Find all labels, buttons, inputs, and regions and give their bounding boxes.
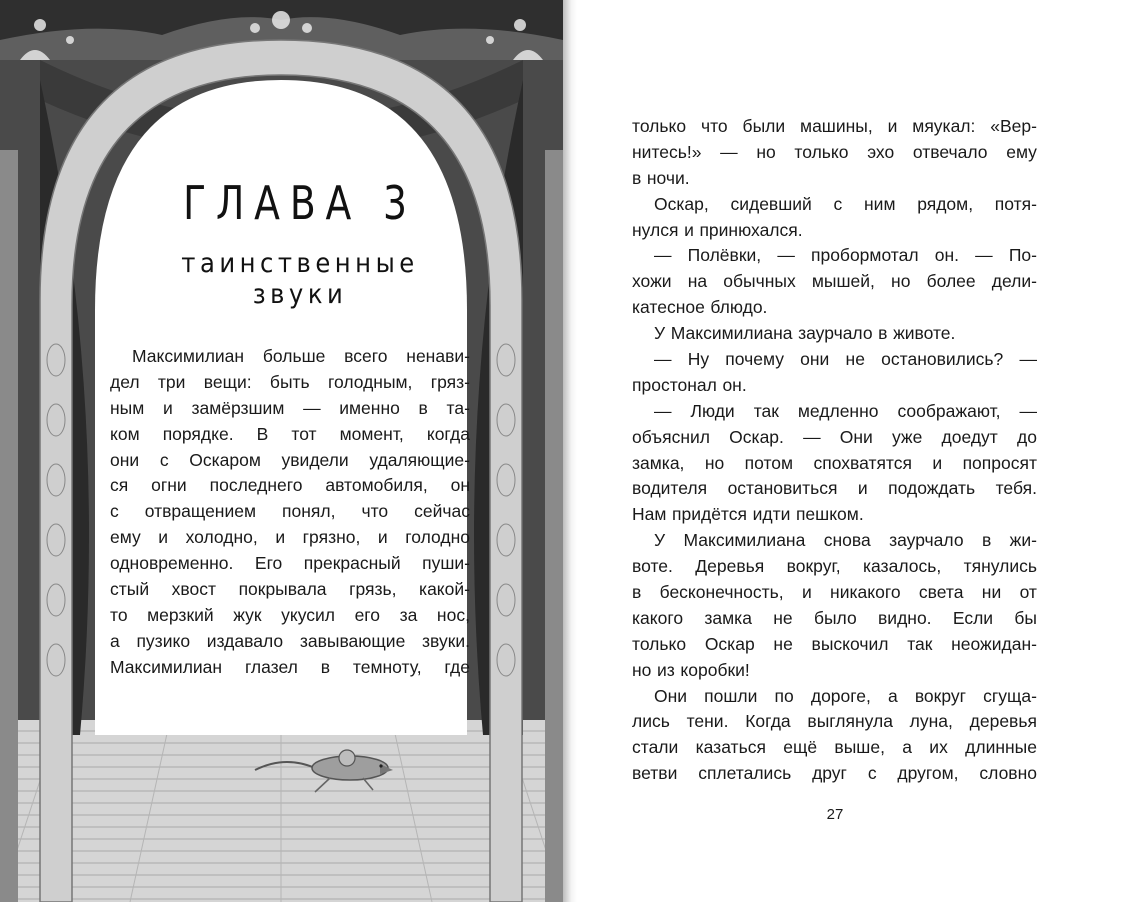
word: Оскар, [654, 193, 709, 214]
text-line [632, 580, 1037, 606]
word: дороге, [810, 685, 871, 706]
word: хожи [632, 271, 672, 292]
word: в [632, 167, 642, 188]
word: эхо [867, 141, 895, 162]
word: сгуща- [983, 685, 1037, 706]
page-number: 27 [826, 806, 844, 823]
word: — [654, 245, 672, 266]
word: дел [110, 371, 140, 392]
word: и [801, 582, 812, 603]
word: бы [1014, 607, 1037, 628]
word: голодно [405, 527, 470, 548]
word: укусил [281, 604, 335, 625]
word: холодно, [185, 527, 258, 548]
word: идти [752, 504, 791, 525]
text-line [632, 140, 1037, 166]
word: отвращением [144, 501, 257, 522]
word: отвечало [912, 141, 988, 162]
word: — [654, 349, 672, 370]
word: одновременно. [110, 553, 234, 574]
word: — [303, 397, 321, 418]
word: быть [269, 371, 310, 392]
word: в [981, 530, 992, 551]
word: Максимилиан [132, 346, 245, 366]
word: всего [344, 346, 388, 366]
word: простонал [632, 374, 717, 395]
word: с [159, 449, 169, 470]
word: мерзкий [147, 604, 214, 625]
word: попросят [962, 452, 1037, 473]
word: пошли [704, 685, 758, 706]
word: остановились? [881, 349, 1004, 370]
word: катесное [632, 297, 705, 318]
word: У [654, 530, 666, 551]
word: и [887, 116, 898, 136]
text-line [632, 373, 1037, 399]
word: и [857, 478, 868, 499]
word: лись [632, 711, 670, 732]
word: только [632, 116, 687, 136]
word: нос, [436, 604, 470, 625]
word: вещи: [203, 371, 252, 392]
text-line [632, 528, 1037, 554]
word: издавало [206, 630, 284, 651]
word: стый [110, 579, 150, 600]
word: тебя. [995, 478, 1037, 499]
word: вокруг, [786, 556, 841, 577]
word: Если [952, 607, 994, 628]
word: — [1019, 349, 1037, 370]
text-line [632, 243, 1037, 269]
word: нитесь!» [632, 141, 702, 162]
text-line [632, 761, 1037, 787]
word: глазел [244, 656, 298, 677]
text-line [632, 606, 1037, 632]
word: другом, [897, 763, 959, 784]
text-line [632, 476, 1037, 502]
word: и [684, 219, 694, 240]
word: больше [262, 346, 326, 366]
word: гряз- [430, 371, 470, 392]
word: ненави- [406, 346, 470, 366]
word: Когда [745, 711, 791, 732]
word: но [756, 141, 776, 162]
word: но [704, 452, 725, 473]
word: медленно [797, 400, 879, 421]
word: ему [1006, 141, 1037, 162]
word: Максимилиана [670, 323, 793, 344]
word: завывающие [299, 630, 406, 651]
word: не [773, 633, 793, 654]
word: не [845, 349, 865, 370]
word: с [833, 193, 843, 214]
word: Ну [687, 349, 710, 370]
word: что [361, 501, 389, 522]
word: В [256, 423, 269, 444]
word: стали [632, 737, 679, 758]
text-line [632, 114, 1037, 140]
word: сплетались [698, 763, 792, 784]
word: Оскар [704, 633, 755, 654]
word: огни [151, 475, 187, 496]
word: нулся [632, 219, 679, 240]
word: Оскаром [189, 449, 261, 470]
word: какого [632, 607, 684, 628]
word: водителя [632, 478, 708, 499]
text-line [632, 295, 1037, 321]
word: соображают, [897, 400, 1001, 421]
word: его [354, 604, 381, 625]
word: тени. [686, 711, 729, 732]
word: потом [744, 452, 794, 473]
word: словно [979, 763, 1037, 784]
text-line [110, 629, 470, 655]
word: а [887, 685, 898, 706]
word: и [158, 527, 169, 548]
word: он. [722, 374, 747, 395]
word: а [902, 737, 912, 758]
word: коробки! [680, 659, 750, 680]
word: — [654, 400, 672, 421]
word: замка, [632, 452, 685, 473]
word: выскочил [811, 633, 889, 654]
word: животе. [893, 323, 956, 344]
text-line [632, 502, 1037, 528]
text-line [110, 473, 470, 499]
word: света [918, 582, 964, 603]
word: в [418, 397, 428, 418]
word: неожидан- [951, 633, 1037, 654]
word: друг [812, 763, 847, 784]
word: были [742, 116, 786, 136]
word: Максимилиана [683, 530, 806, 551]
word: но [632, 659, 652, 680]
word: придётся [672, 504, 747, 525]
word: сейчас [414, 501, 470, 522]
word: ни [981, 582, 1002, 603]
word: только [794, 141, 849, 162]
text-line [110, 448, 470, 474]
word: по [774, 685, 794, 706]
word: подождать [888, 478, 976, 499]
word: ся [110, 475, 129, 496]
word: воте. [632, 556, 673, 577]
text-line [110, 499, 470, 525]
word: Полёвки, [687, 245, 762, 266]
word: та- [446, 397, 470, 418]
word: доедут [941, 426, 998, 447]
word: ком [110, 423, 140, 444]
word: уже [891, 426, 923, 447]
word: — [975, 245, 993, 266]
word: блюдо. [710, 297, 768, 318]
word: так [907, 633, 933, 654]
text-line [632, 347, 1037, 373]
word: длинные [965, 737, 1037, 758]
word: с [867, 763, 877, 784]
word: тот [291, 423, 317, 444]
word: жук [233, 604, 262, 625]
word: деревья [969, 711, 1037, 732]
word: так [753, 400, 779, 421]
word: пузико [136, 630, 191, 651]
word: дели- [991, 271, 1037, 292]
word: из [657, 659, 675, 680]
word: они [800, 349, 830, 370]
word: ночи. [646, 167, 690, 188]
left-body-text [110, 344, 470, 681]
chapter-title: ГЛАВА 3 [183, 176, 417, 230]
word: последнего [209, 475, 303, 496]
word: мяукал: [912, 116, 976, 136]
word: ещё [783, 737, 818, 758]
word: звуки. [422, 630, 470, 651]
word: за [399, 604, 418, 625]
text-line [632, 709, 1037, 735]
word: он. [934, 245, 959, 266]
text-line [632, 321, 1037, 347]
word: именно [339, 397, 400, 418]
word: заурчало [798, 323, 873, 344]
text-line [632, 658, 1037, 684]
word: пуши- [422, 553, 470, 574]
text-line [632, 192, 1037, 218]
word: выглянула [807, 711, 893, 732]
word: остановиться [727, 478, 838, 499]
word: где [444, 656, 470, 677]
word: вокруг [914, 685, 966, 706]
word: — [1019, 400, 1037, 421]
text-line [110, 370, 470, 396]
word: понял, [282, 501, 336, 522]
book-gutter [563, 0, 577, 902]
word: хвост [171, 579, 217, 600]
word: ним [864, 193, 896, 214]
word: пробормотал [810, 245, 919, 266]
right-body-text [632, 114, 1037, 787]
word: голодным, [327, 371, 413, 392]
word: заурчало [889, 530, 964, 551]
word: обычных [723, 271, 796, 292]
word: Люди [690, 400, 735, 421]
word: грязно, [302, 527, 361, 548]
chapter-subtitle: таинственные звуки [181, 248, 419, 310]
word: машины, [800, 116, 873, 136]
text-line [632, 735, 1037, 761]
word: от [1019, 582, 1037, 603]
text-line [110, 422, 470, 448]
word: пешком. [795, 504, 864, 525]
text-line [632, 554, 1037, 580]
word: луна, [909, 711, 953, 732]
word: было [813, 607, 857, 628]
word: когда [426, 423, 470, 444]
text-line [632, 166, 1037, 192]
word: Они [654, 685, 688, 706]
word: ему [110, 527, 141, 548]
word: только [632, 633, 687, 654]
word: ветви [632, 763, 678, 784]
word: более [926, 271, 976, 292]
word: то [110, 604, 128, 625]
text-line [110, 551, 470, 577]
word: до [1017, 426, 1037, 447]
word: и [377, 527, 388, 548]
word: Деревья [695, 556, 765, 577]
word: увидели [281, 449, 349, 470]
word: темноту, [352, 656, 422, 677]
word: в [320, 656, 331, 677]
word: в [632, 582, 642, 603]
word: объяснил [632, 426, 710, 447]
word: тянулись [963, 556, 1037, 577]
word: их [929, 737, 948, 758]
word: жи- [1009, 530, 1037, 551]
word: казалось, [862, 556, 942, 577]
word: автомобиля, [325, 475, 428, 496]
word: потя- [994, 193, 1037, 214]
word: и [932, 452, 943, 473]
word: не [773, 607, 793, 628]
word: — [777, 245, 795, 266]
word: У [654, 323, 666, 344]
word: Максимилиан [110, 656, 223, 677]
word: момент, [339, 423, 404, 444]
text-line [632, 269, 1037, 295]
word: рядом, [917, 193, 974, 214]
word: По- [1008, 245, 1037, 266]
text-line [632, 684, 1037, 710]
word: Оскар. [729, 426, 784, 447]
word: какой- [419, 579, 470, 600]
word: казаться [695, 737, 766, 758]
word: они [110, 449, 140, 470]
word: снова [823, 530, 871, 551]
word: он [450, 475, 470, 496]
text-line [110, 396, 470, 422]
text-line [632, 218, 1037, 244]
word: спохватятся [813, 452, 912, 473]
word: прекрасный [303, 553, 401, 574]
word: — [720, 141, 738, 162]
text-line [110, 577, 470, 603]
text-line [110, 603, 470, 629]
text-line [632, 632, 1037, 658]
text-line [632, 451, 1037, 477]
word: удаляющие- [369, 449, 470, 470]
word: Его [254, 553, 283, 574]
text-line [110, 344, 470, 370]
word: выше, [834, 737, 885, 758]
word: мышей, [811, 271, 875, 292]
text-line [110, 655, 470, 681]
word: бесконечность, [659, 582, 784, 603]
text-line [632, 425, 1037, 451]
word: «Вер- [990, 116, 1037, 136]
word: замёрзшим [191, 397, 285, 418]
text-line [110, 525, 470, 551]
word: порядке. [162, 423, 234, 444]
word: Они [839, 426, 873, 447]
word: видно. [878, 607, 932, 628]
word: — [803, 426, 821, 447]
word: и [162, 397, 173, 418]
word: но [891, 271, 911, 292]
word: в [878, 323, 888, 344]
word: ным [110, 397, 145, 418]
word: сидевший [730, 193, 812, 214]
word: замка [704, 607, 752, 628]
word: а [110, 630, 120, 651]
word: грязь, [349, 579, 397, 600]
word: принюхался. [699, 219, 803, 240]
word: и [275, 527, 286, 548]
word: почему [725, 349, 784, 370]
text-line [632, 399, 1037, 425]
word: что [700, 116, 728, 136]
word: Нам [632, 504, 667, 525]
word: с [110, 501, 119, 522]
word: никакого [830, 582, 901, 603]
word: три [157, 371, 186, 392]
word: на [687, 271, 708, 292]
word: покрывала [238, 579, 327, 600]
